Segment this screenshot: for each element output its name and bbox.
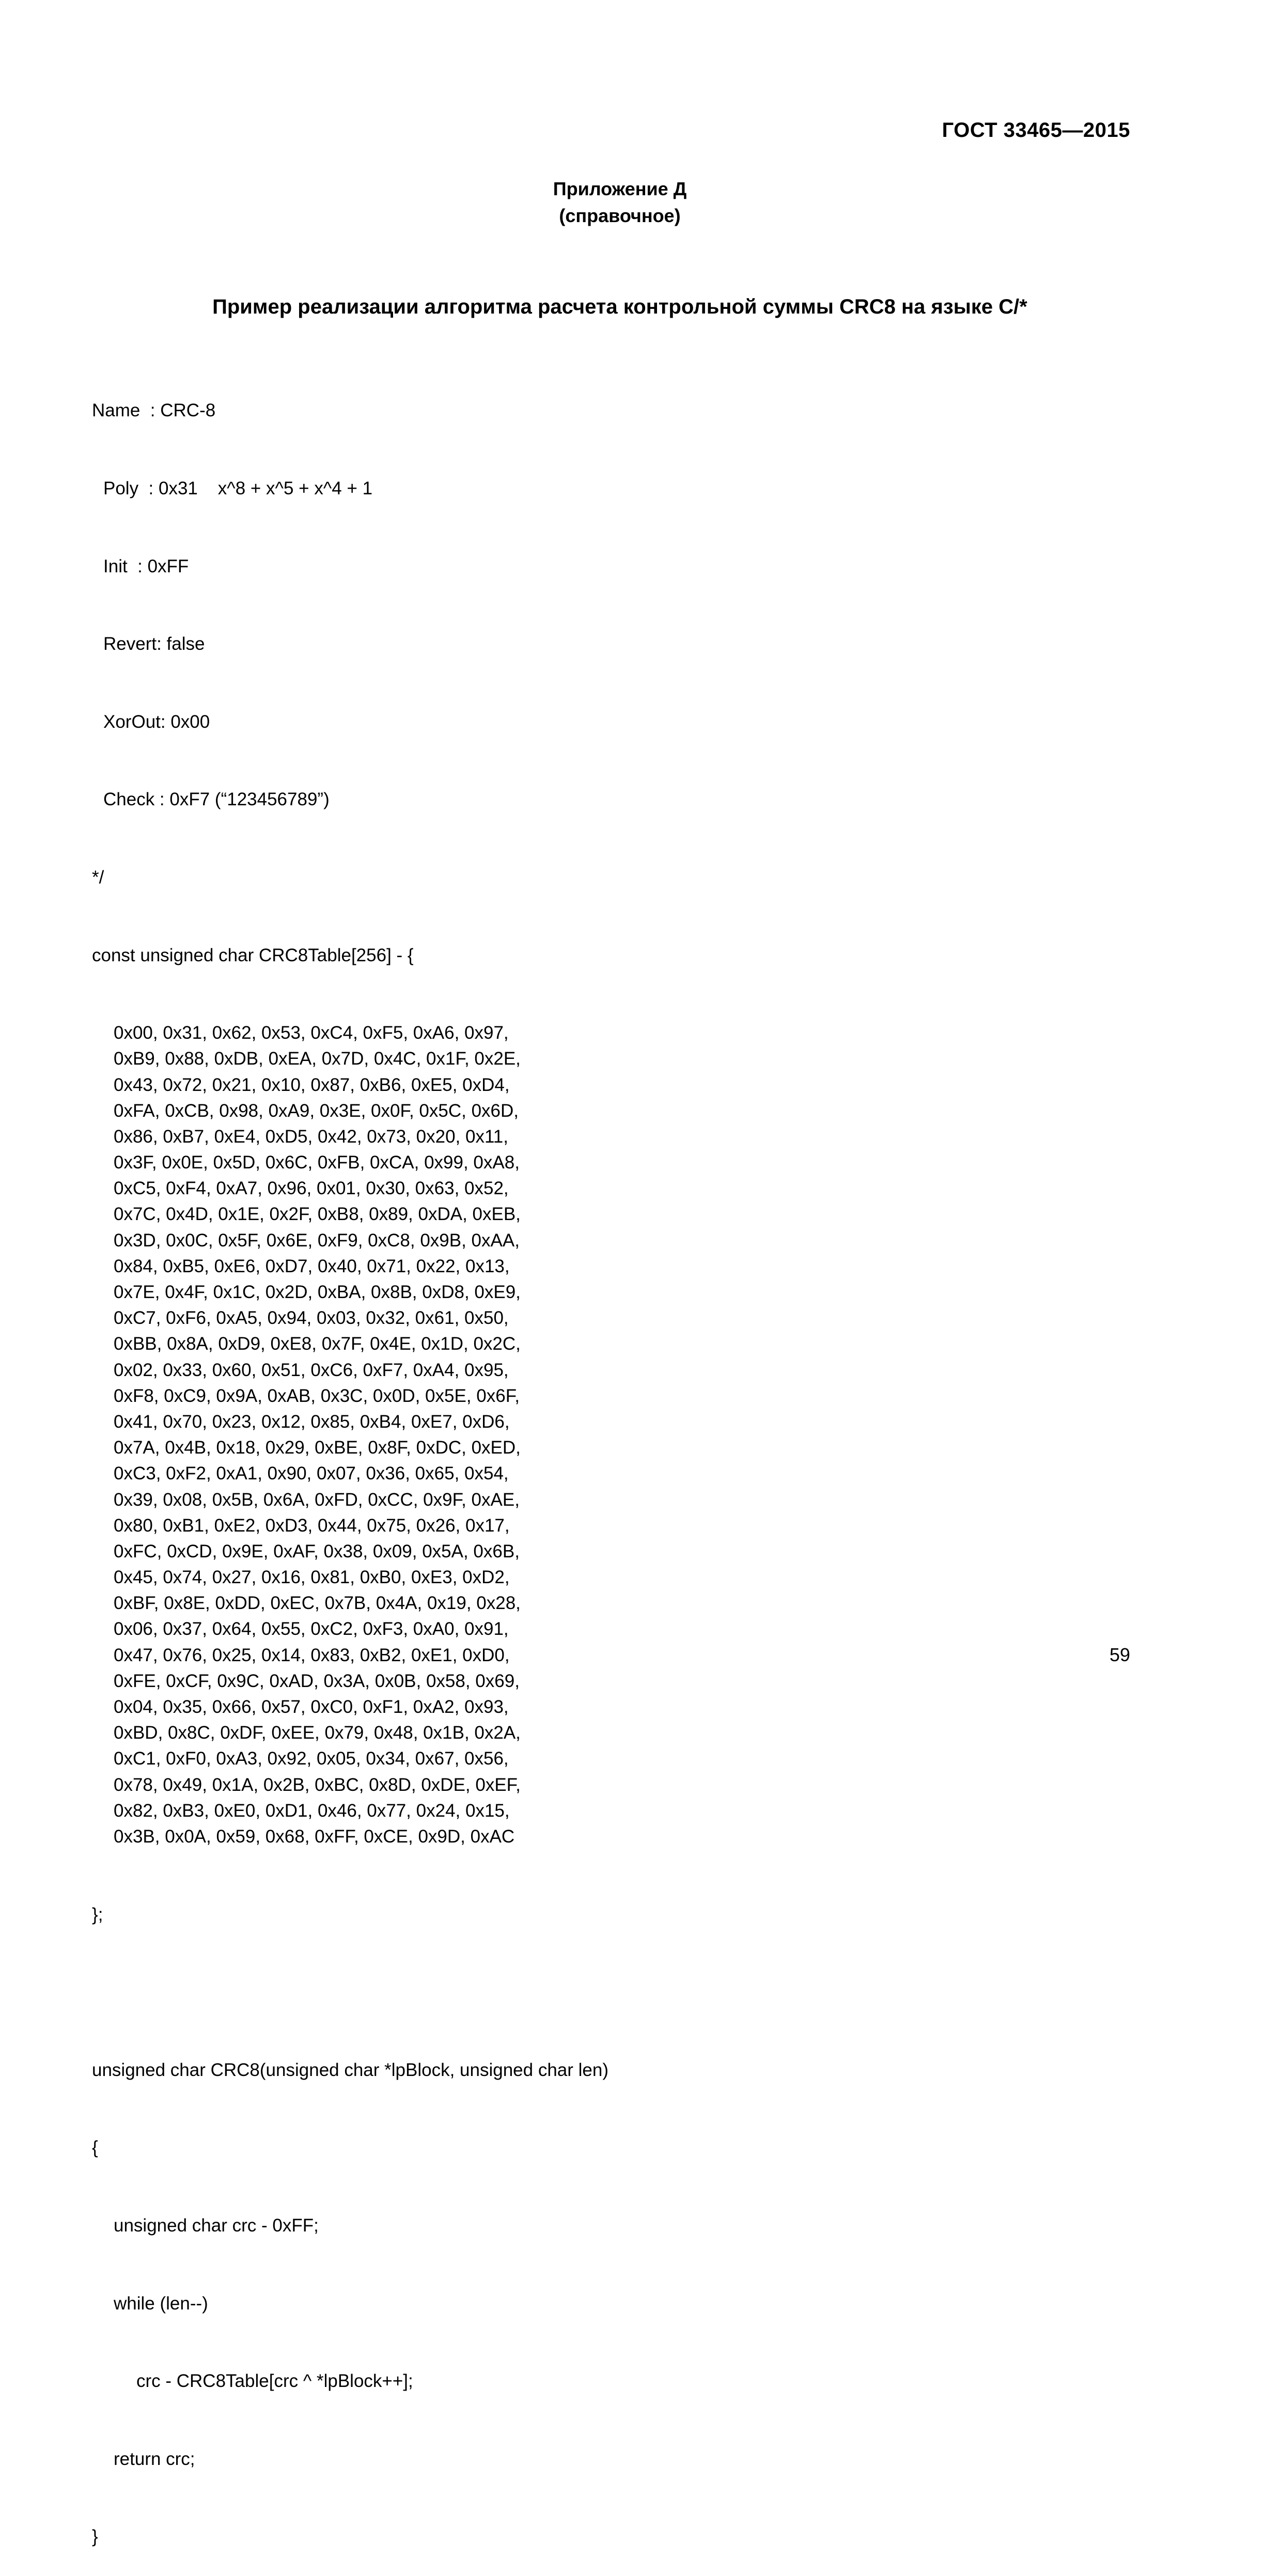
table-row: 0x43, 0x72, 0x21, 0x10, 0x87, 0xB6, 0xE5, 0xD4, xyxy=(114,1074,510,1095)
function-line-update: crc - CRC8Table[crc ^ *lpBlock++]; xyxy=(136,2371,413,2392)
param-init: Init : 0xFF xyxy=(103,556,189,576)
table-declaration: const unsigned char CRC8Table[256] - { xyxy=(92,945,414,965)
table-row: 0x3F, 0x0E, 0x5D, 0x6C, 0xFB, 0xCA, 0x99, 0xA8, xyxy=(114,1152,520,1173)
document-code: ГОСТ 33465—2015 xyxy=(942,119,1130,142)
table-row: 0x84, 0xB5, 0xE6, 0xD7, 0x40, 0x71, 0x22, 0x13, xyxy=(114,1256,510,1276)
table-row: 0x45, 0x74, 0x27, 0x16, 0x81, 0xB0, 0xE3, 0xD2, xyxy=(114,1567,510,1588)
appendix-type: (справочное) xyxy=(559,205,681,226)
param-revert: Revert: false xyxy=(103,634,205,654)
table-row: 0xBB, 0x8A, 0xD9, 0xE8, 0x7F, 0x4E, 0x1D, 0x2C, xyxy=(114,1334,521,1354)
page-title: Пример реализации алгоритма расчета контрольной суммы CRC8 на языке С/* xyxy=(212,295,1027,318)
table-row: 0x06, 0x37, 0x64, 0x55, 0xC2, 0xF3, 0xA0, 0x91, xyxy=(114,1619,509,1640)
table-row: 0xBD, 0x8C, 0xDF, 0xEE, 0x79, 0x48, 0x1B, 0x2A, xyxy=(114,1723,521,1743)
table-row: 0x7E, 0x4F, 0x1C, 0x2D, 0xBA, 0x8B, 0xD8, 0xE9, xyxy=(114,1282,521,1303)
table-row: 0xB9, 0x88, 0xDB, 0xEA, 0x7D, 0x4C, 0x1F, 0x2E, xyxy=(114,1049,521,1069)
table-row: 0x78, 0x49, 0x1A, 0x2B, 0xBC, 0x8D, 0xDE, 0xEF, xyxy=(114,1774,521,1795)
table-row: 0x04, 0x35, 0x66, 0x57, 0xC0, 0xF1, 0xA2, 0x93, xyxy=(114,1697,509,1718)
table-row: 0xC5, 0xF4, 0xA7, 0x96, 0x01, 0x30, 0x63, 0x52, xyxy=(114,1178,509,1199)
table-row: 0x00, 0x31, 0x62, 0x53, 0xC4, 0xF5, 0xA6, 0x97, xyxy=(114,1023,509,1043)
function-line-init: unsigned char crc - 0xFF; xyxy=(114,2215,319,2236)
table-row: 0xC1, 0xF0, 0xA3, 0x92, 0x05, 0x34, 0x67, 0x56, xyxy=(114,1748,509,1769)
function-signature: unsigned char CRC8(unsigned char *lpBlock, unsigned char len) xyxy=(92,2059,609,2080)
table-row: 0x3B, 0x0A, 0x59, 0x68, 0xFF, 0xCE, 0x9D, 0xAC xyxy=(114,1826,515,1847)
param-check: Check : 0xF7 (“123456789”) xyxy=(103,789,330,810)
table-row: 0xFE, 0xCF, 0x9C, 0xAD, 0x3A, 0x0B, 0x58, 0x69, xyxy=(114,1671,520,1691)
table-row: 0xFC, 0xCD, 0x9E, 0xAF, 0x38, 0x09, 0x5A, 0x6B, xyxy=(114,1541,520,1562)
table-row: 0x82, 0xB3, 0xE0, 0xD1, 0x46, 0x77, 0x24, 0x15, xyxy=(114,1800,510,1821)
table-end: }; xyxy=(92,1904,103,1925)
function-line-while: while (len--) xyxy=(114,2293,208,2314)
code-listing xyxy=(92,346,608,2576)
table-row: 0xFA, 0xCB, 0x98, 0xA9, 0x3E, 0x0F, 0x5C, 0x6D, xyxy=(114,1100,519,1121)
comment-end: */ xyxy=(92,867,104,887)
function-open-brace: { xyxy=(92,2137,98,2158)
appendix-heading xyxy=(0,176,1240,229)
param-poly: Poly : 0x31 x^8 + x^5 + x^4 + 1 xyxy=(103,478,373,498)
param-xorout: XorOut: 0x00 xyxy=(103,711,210,732)
appendix-label: Приложение Д xyxy=(553,178,687,199)
table-row: 0x7C, 0x4D, 0x1E, 0x2F, 0xB8, 0x89, 0xDA, 0xEB, xyxy=(114,1204,521,1225)
table-row: 0x80, 0xB1, 0xE2, 0xD3, 0x44, 0x75, 0x26, 0x17, xyxy=(114,1515,510,1536)
blank-line xyxy=(92,1979,608,2005)
page-number: 59 xyxy=(1109,1644,1130,1665)
table-row: 0x86, 0xB7, 0xE4, 0xD5, 0x42, 0x73, 0x20, 0x11, xyxy=(114,1126,509,1147)
table-row: 0x39, 0x08, 0x5B, 0x6A, 0xFD, 0xCC, 0x9F, 0xAE, xyxy=(114,1489,520,1510)
table-row: 0xC7, 0xF6, 0xA5, 0x94, 0x03, 0x32, 0x61, 0x50, xyxy=(114,1308,509,1329)
table-row: 0x41, 0x70, 0x23, 0x12, 0x85, 0xB4, 0xE7, 0xD6, xyxy=(114,1411,510,1432)
table-row: 0x47, 0x76, 0x25, 0x14, 0x83, 0xB2, 0xE1, 0xD0, xyxy=(114,1645,510,1665)
function-close-brace: } xyxy=(92,2526,98,2547)
table-row: 0xBF, 0x8E, 0xDD, 0xEC, 0x7B, 0x4A, 0x19, 0x28, xyxy=(114,1593,521,1614)
table-row: 0x02, 0x33, 0x60, 0x51, 0xC6, 0xF7, 0xA4, 0x95, xyxy=(114,1360,509,1380)
table-row: 0xC3, 0xF2, 0xA1, 0x90, 0x07, 0x36, 0x65, 0x54, xyxy=(114,1463,509,1484)
function-line-return: return crc; xyxy=(114,2448,195,2469)
param-name: Name : CRC-8 xyxy=(92,400,216,421)
table-row: 0xF8, 0xC9, 0x9A, 0xAB, 0x3C, 0x0D, 0x5E, 0x6F, xyxy=(114,1385,520,1406)
table-row: 0x7A, 0x4B, 0x18, 0x29, 0xBE, 0x8F, 0xDC, 0xED, xyxy=(114,1438,521,1458)
table-rows xyxy=(92,1020,608,1850)
table-row: 0x3D, 0x0C, 0x5F, 0x6E, 0xF9, 0xC8, 0x9B, 0xAA, xyxy=(114,1230,520,1251)
